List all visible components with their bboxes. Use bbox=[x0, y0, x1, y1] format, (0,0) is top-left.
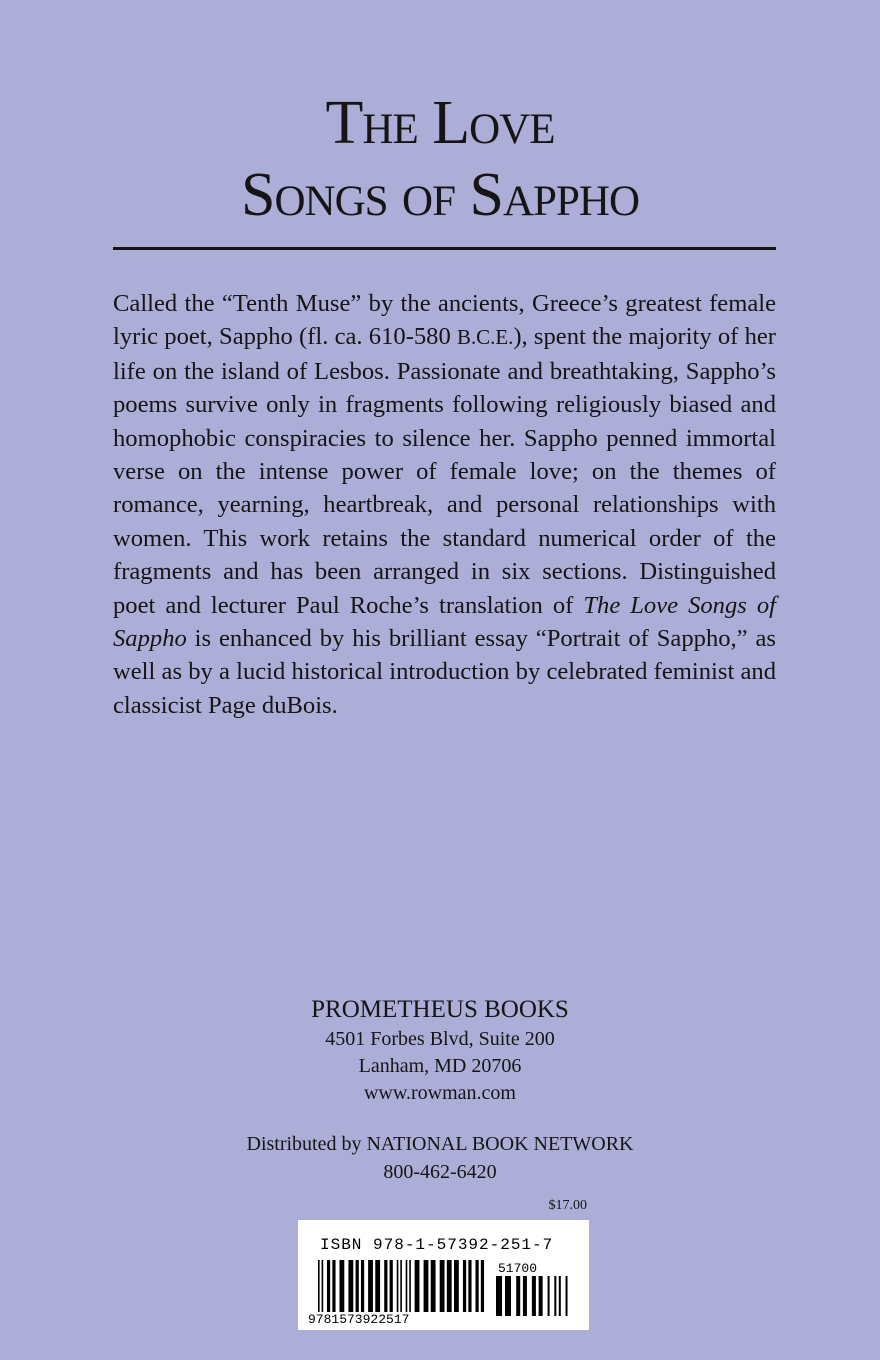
ean-bars bbox=[318, 1260, 484, 1312]
barcode-bar bbox=[468, 1260, 471, 1312]
barcode-bar bbox=[463, 1260, 466, 1312]
barcode-bar bbox=[532, 1276, 536, 1316]
publisher-city: Lanham, MD 20706 bbox=[358, 1055, 522, 1077]
distributor-phone: 800-462-6420 bbox=[383, 1161, 497, 1183]
price-label: $17.00 bbox=[548, 1198, 587, 1213]
title-line-1: The Love bbox=[325, 89, 555, 157]
barcode-bar bbox=[454, 1260, 459, 1312]
barcode-bar bbox=[566, 1276, 568, 1316]
barcode-bar bbox=[481, 1260, 484, 1312]
isbn-label: ISBN 978-1-57392-251-7 bbox=[320, 1236, 554, 1254]
book-description bbox=[113, 287, 776, 722]
publisher-block bbox=[0, 994, 880, 1107]
barcode-bar bbox=[409, 1260, 411, 1312]
description-part-2: ), spent the majority of her life on the island of Lesbos. Passionate and breathtaking, Sappho’s poems survive only in fragments following religiously biased and homophobic conspiracies to silence her. Sappho penned immortal verse on the intense power of female love; on the themes of romance, yearning, heartbreak, and personal relationships with women. This work retains the standard numerical order of the fragments and has been arranged in six sections. Distinguished poet and lecturer Paul Roche’s translation of bbox=[113, 323, 777, 619]
barcode-bar bbox=[375, 1260, 380, 1312]
ean-digits: 9781573922517 bbox=[308, 1312, 410, 1327]
barcode-bar bbox=[431, 1260, 436, 1312]
barcode-bar bbox=[339, 1260, 344, 1312]
description-part-1: Called the “Tenth Muse” by the ancients, Greece’s greatest female lyric poet, Sappho (fl. ca. 610-580 bbox=[113, 290, 776, 351]
description-part-3: is enhanced by his brilliant essay “Portrait of Sappho,” as well as by a lucid historical introduction by celebrated feminist and classicist Page duBois. bbox=[113, 625, 776, 719]
barcode-bar bbox=[356, 1260, 359, 1312]
barcode-bar bbox=[424, 1260, 429, 1312]
barcode-bar bbox=[400, 1260, 402, 1312]
barcode-bar bbox=[516, 1276, 520, 1316]
publisher-website: www.rowman.com bbox=[363, 1082, 516, 1104]
addon-digits: 51700 bbox=[498, 1261, 538, 1276]
barcode-bar bbox=[559, 1276, 561, 1316]
barcode-bar bbox=[523, 1276, 527, 1316]
barcode-bar bbox=[327, 1260, 330, 1312]
barcode-bar bbox=[496, 1276, 502, 1316]
barcode-bar bbox=[322, 1260, 324, 1312]
barcode-bar bbox=[384, 1260, 387, 1312]
book-title bbox=[0, 89, 880, 229]
barcode-bar bbox=[368, 1260, 373, 1312]
barcode-bar bbox=[397, 1260, 399, 1312]
barcode-bar bbox=[332, 1260, 335, 1312]
title-divider bbox=[113, 247, 776, 250]
barcode-bar bbox=[505, 1276, 511, 1316]
barcode-bar bbox=[548, 1276, 550, 1316]
barcode-panel bbox=[298, 1220, 589, 1330]
barcode-bar bbox=[406, 1260, 408, 1312]
barcode-bar bbox=[390, 1260, 393, 1312]
barcode-bar bbox=[415, 1260, 420, 1312]
distributor-block bbox=[0, 1130, 880, 1186]
title-line-2: Songs of Sappho bbox=[241, 161, 639, 229]
description-era: B.C.E. bbox=[457, 325, 514, 350]
publisher-address: 4501 Forbes Blvd, Suite 200 bbox=[325, 1028, 555, 1050]
barcode-bar bbox=[475, 1260, 478, 1312]
barcode-bar bbox=[447, 1260, 452, 1312]
barcode-graphic bbox=[298, 1220, 589, 1330]
barcode-bar bbox=[440, 1260, 445, 1312]
barcode-bar bbox=[318, 1260, 320, 1312]
barcode-bar bbox=[554, 1276, 556, 1316]
barcode-bar bbox=[348, 1260, 353, 1312]
publisher-name: PROMETHEUS BOOKS bbox=[311, 996, 569, 1023]
barcode-bar bbox=[539, 1276, 543, 1316]
barcode-bar bbox=[361, 1260, 364, 1312]
description-book-title: The Love Songs of Sappho bbox=[113, 591, 776, 653]
distributor-text: Distributed by NATIONAL BOOK NETWORK bbox=[246, 1133, 634, 1155]
addon-bars bbox=[496, 1276, 568, 1316]
